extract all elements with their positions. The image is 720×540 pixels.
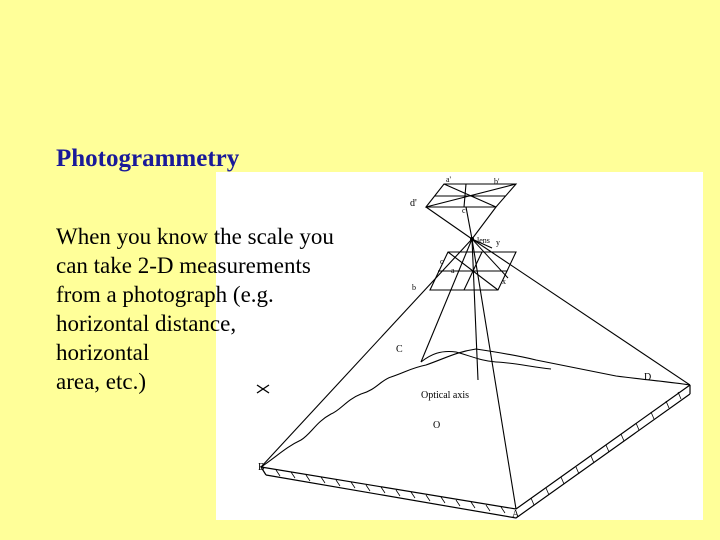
label-c: c [440, 257, 444, 266]
label-optical-axis: Optical axis [421, 390, 470, 401]
label-C: C [396, 344, 403, 355]
body-line: horizontal [56, 340, 150, 365]
label-d-prime: d' [410, 198, 417, 209]
body-line: When you know the scale you [56, 224, 334, 249]
label-x-small: x [502, 277, 506, 286]
label-lens: lens [477, 236, 490, 245]
label-b: b [412, 283, 416, 292]
label-y: y [496, 238, 500, 247]
body-line: can take 2-D measurements [56, 253, 311, 278]
terrain-bottom-edge [266, 394, 690, 518]
negative-plane [426, 184, 516, 239]
label-b-prime: b' [494, 177, 500, 186]
terrain-top-edge [261, 385, 690, 509]
label-a-prime: a' [446, 175, 451, 184]
label-D: D [644, 372, 652, 383]
label-B: B [258, 462, 265, 473]
label-A: A [512, 509, 520, 520]
label-O: O [433, 420, 441, 431]
label-c-prime: c' [462, 206, 467, 215]
slide-title: Photogrammetry [56, 145, 240, 172]
terrain-block [261, 385, 690, 518]
body-text [56, 222, 416, 396]
ray-lens-to-C [421, 239, 472, 362]
label-a: a [451, 266, 455, 275]
body-line: from a photograph (e.g. [56, 282, 274, 307]
terrain-ridge-line [421, 351, 551, 369]
body-line: area, etc.) [56, 369, 147, 394]
body-line: horizontal distance, [56, 311, 237, 336]
ray-lens-to-A [472, 239, 516, 509]
